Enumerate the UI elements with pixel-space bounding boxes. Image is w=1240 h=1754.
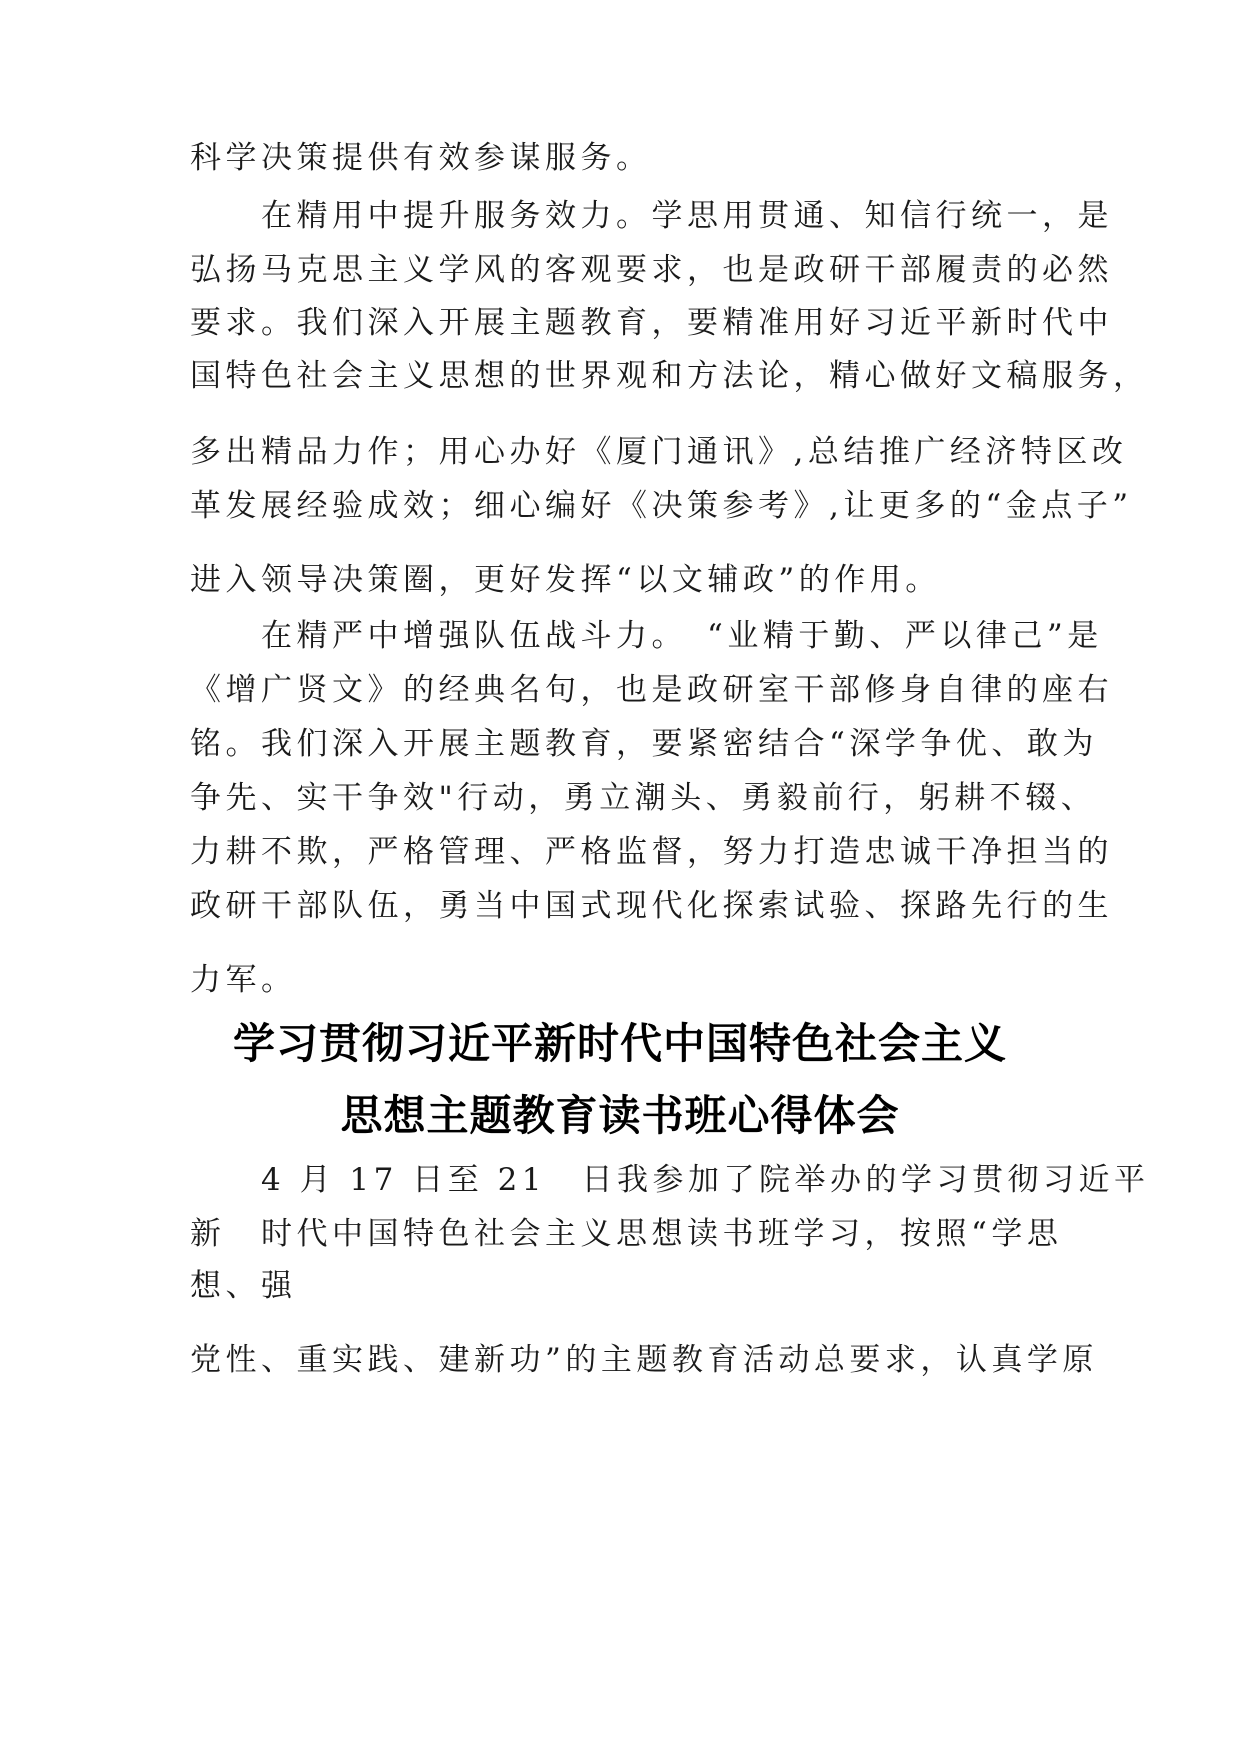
body-text-line: 争先、实干争效"行动，勇立潮头、勇毅前行，躬耕不辍、: [190, 780, 1097, 816]
body-text-line: 4 月 17 日至 21 日我参加了院举办的学习贯彻习近平: [190, 1162, 1150, 1198]
body-text-line: 弘扬马克思主义学风的客观要求，也是政研干部履责的必然: [190, 252, 1113, 288]
body-text-line: 多出精品力作；用心办好《厦门通讯》,总结推广经济特区改: [190, 434, 1128, 470]
body-text-line: 科学决策提供有效参谋服务。: [190, 140, 652, 176]
body-text-line: 要求。我们深入开展主题教育，要精准用好习近平新时代中: [190, 305, 1113, 341]
body-text-line: 在精严中增强队伍战斗力。 “业精于勤、严以律己”是: [190, 618, 1103, 654]
body-text-line: 《增广贤文》的经典名句，也是政研室干部修身自律的座右: [190, 672, 1113, 708]
body-text-line: 政研干部队伍，勇当中国式现代化探索试验、探路先行的生: [190, 888, 1113, 924]
body-text-line: 国特色社会主义思想的世界观和方法论，精心做好文稿服务，: [190, 358, 1149, 394]
body-text-line: 革发展经验成效；细心编好《决策参考》,让更多的“金点子”: [190, 488, 1133, 524]
body-text-line: 在精用中提升服务效力。学思用贯通、知信行统一，是: [190, 198, 1113, 234]
body-text-line: 想、强: [190, 1268, 297, 1304]
section-title-line-1: 学习贯彻习近平新时代中国特色社会主义: [232, 1019, 1007, 1068]
body-text-line: 力耕不欺，严格管理、严格监督，努力打造忠诚干净担当的: [190, 834, 1113, 870]
body-text-line: 力军。: [190, 962, 297, 998]
body-text-line: 党性、重实践、建新功”的主题教育活动总要求，认真学原: [190, 1342, 1098, 1378]
body-text-line: 新 时代中国特色社会主义思想读书班学习，按照“学思: [190, 1216, 1063, 1252]
section-title-line-2: 思想主题教育读书班心得体会: [340, 1091, 900, 1140]
body-text-line: 进入领导决策圈，更好发挥“以文辅政”的作用。: [190, 562, 941, 598]
body-text-line: 铭。我们深入开展主题教育，要紧密结合“深学争优、敢为: [190, 726, 1098, 762]
